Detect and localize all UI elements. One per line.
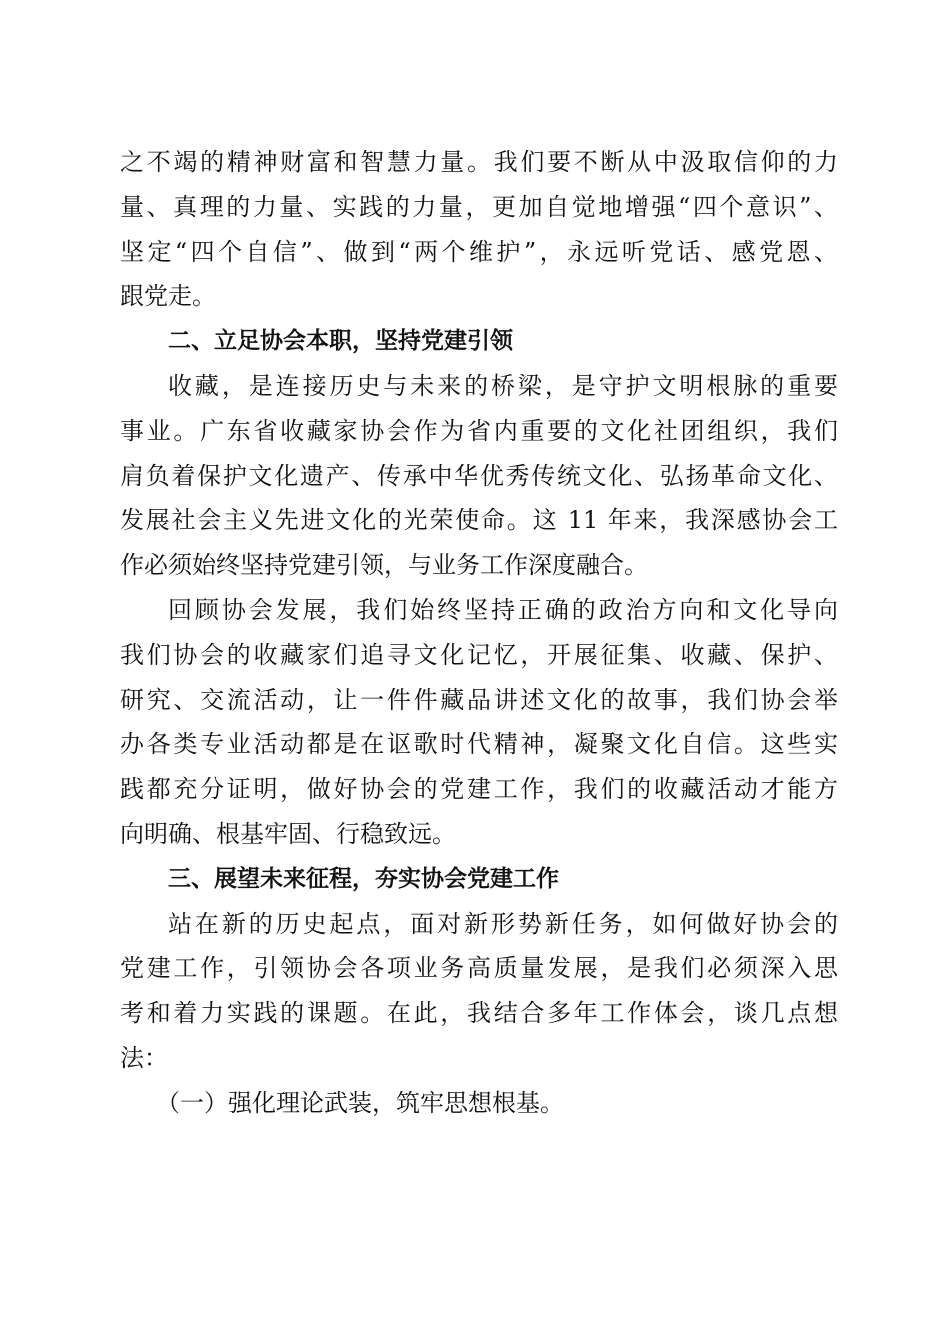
paragraph-line: 坚定“四个自信”、做到“两个维护”，永远听党话、感党恩、 [120, 237, 838, 266]
document-body [120, 140, 838, 1126]
paragraph-line: 发展社会主义先进文化的光荣使命。这 11 年来，我深感协会工 [120, 506, 838, 535]
paragraph-line: 之不竭的精神财富和智慧力量。我们要不断从中汲取信仰的力 [120, 148, 838, 176]
paragraph-line: 研究、交流活动，让一件件藏品讲述文化的故事，我们协会举 [120, 685, 838, 714]
paragraph-line: 向明确、根基牢固、行稳致远。 [120, 819, 456, 848]
section-heading-3: 三、展望未来征程，夯实协会党建工作 [168, 865, 559, 892]
paragraph-line: 办各类专业活动都是在讴歌时代精神，凝聚文化自信。这些实 [120, 730, 838, 759]
paragraph-line: 跟党走。 [120, 282, 216, 311]
section-heading-2: 二、立足协会本职，坚持党建引领 [168, 328, 513, 355]
paragraph-line: 站在新的历史起点，面对新形势新任务，如何做好协会的 [168, 909, 838, 938]
paragraph-line: 党建工作，引领协会各项业务高质量发展，是我们必须深入思 [120, 954, 838, 983]
paragraph-line: 作必须始终坚持党建引领，与业务工作深度融合。 [120, 551, 648, 580]
paragraph-line: 考和着力实践的课题。在此，我结合多年工作体会，谈几点想 [120, 999, 838, 1028]
paragraph-line: 肩负着保护文化遗产、传承中华优秀传统文化、弘扬革命文化、 [120, 461, 838, 490]
paragraph-line: 回顾协会发展，我们始终坚持正确的政治方向和文化导向 [168, 595, 838, 624]
paragraph-line: 收藏，是连接历史与未来的桥梁，是守护文明根脉的重要 [168, 371, 838, 400]
paragraph-line: 践都充分证明，做好协会的党建工作，我们的收藏活动才能方 [120, 775, 838, 804]
sub-heading-1: （一）强化理论武装，筑牢思想根基。 [156, 1088, 564, 1117]
paragraph-line: 法： [120, 1043, 168, 1072]
paragraph-line: 量、真理的力量、实践的力量，更加自觉地增强“四个意识”、 [120, 192, 838, 221]
paragraph-line: 我们协会的收藏家们追寻文化记忆，开展征集、收藏、保护、 [120, 640, 838, 669]
paragraph-line: 事业。广东省收藏家协会作为省内重要的文化社团组织，我们 [120, 416, 838, 445]
